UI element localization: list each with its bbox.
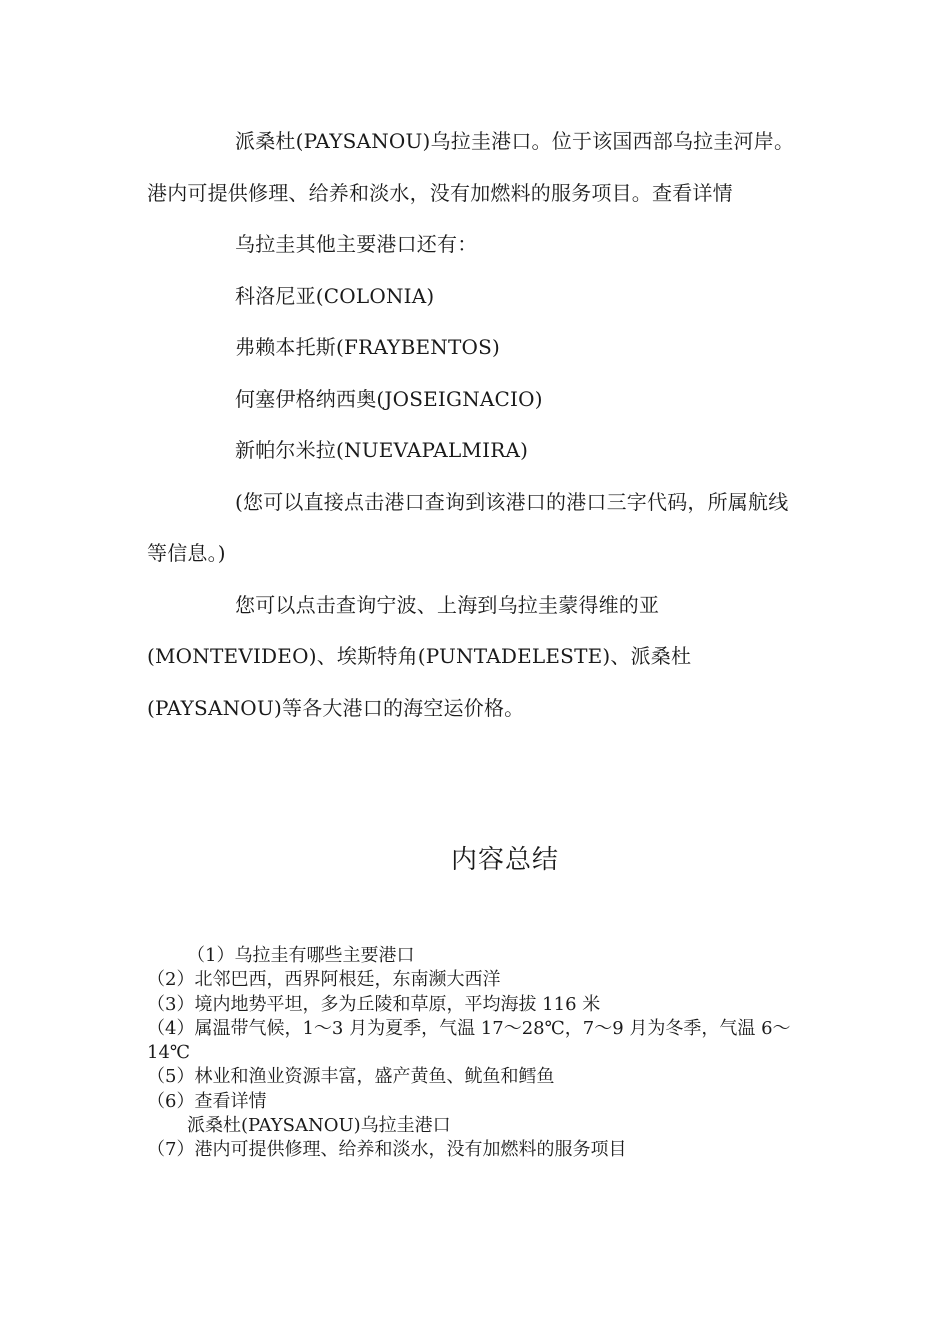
paragraph-click-hint: (您可以直接点击港口查询到该港口的港口三字代码，所属航线等信息。) [147,489,789,565]
paragraph-other-ports-intro: 乌拉圭其他主要港口还有： [235,232,478,256]
summary-item-4: （4）属温带气候，1～3 月为夏季，气温 17～28℃，7～9 月为冬季，气温 6～14℃ [147,1017,791,1064]
summary-list [147,944,807,1163]
port-item-nuevapalmira[interactable]: 新帕尔米拉(NUEVAPALMIRA) [235,438,529,462]
port-item-joseignacio[interactable]: 何塞伊格纳西奥(JOSEIGNACIO) [235,386,543,411]
port-item-fraybentos[interactable]: 弗赖本托斯(FRAYBENTOS) [235,335,501,359]
summary-item-3: （3）境内地势平坦，多为丘陵和草原，平均海拔 116 米 [147,993,601,1015]
paragraph-freight-line3: (PAYSANOU)等各大港口的海空运价格。 [147,695,525,720]
paragraph-freight-line2: (MONTEVIDEO)、埃斯特角(PUNTADELESTE)、派桑杜 [147,644,692,668]
summary-item-7: （7）港内可提供修理、给养和淡水，没有加燃料的服务项目 [147,1139,627,1161]
port-item-colonia[interactable]: 科洛尼亚(COLONIA) [235,283,435,308]
summary-title: 内容总结 [450,845,559,875]
body-text [147,116,807,734]
summary-subitem-port: 派桑杜(PAYSANOU)乌拉圭港口 [187,1115,451,1137]
paragraph-port-paysandu: 派桑杜(PAYSANOU)乌拉圭港口。位于该国西部乌拉圭河岸。港内可提供修理、给养和淡水，没有加燃料的服务项目。查看详情 [147,129,795,205]
summary-item-1: （1）乌拉圭有哪些主要港口 [187,945,415,966]
summary-item-5: （5）林业和渔业资源丰富，盛产黄鱼、鱿鱼和鳕鱼 [147,1066,555,1088]
paragraph-freight-line1: 您可以点击查询宁波、上海到乌拉圭蒙得维的亚 [235,592,660,617]
summary-item-6: （6）查看详情 [147,1090,267,1112]
summary-item-2: （2）北邻巴西，西界阿根廷，东南濒大西洋 [147,969,501,991]
